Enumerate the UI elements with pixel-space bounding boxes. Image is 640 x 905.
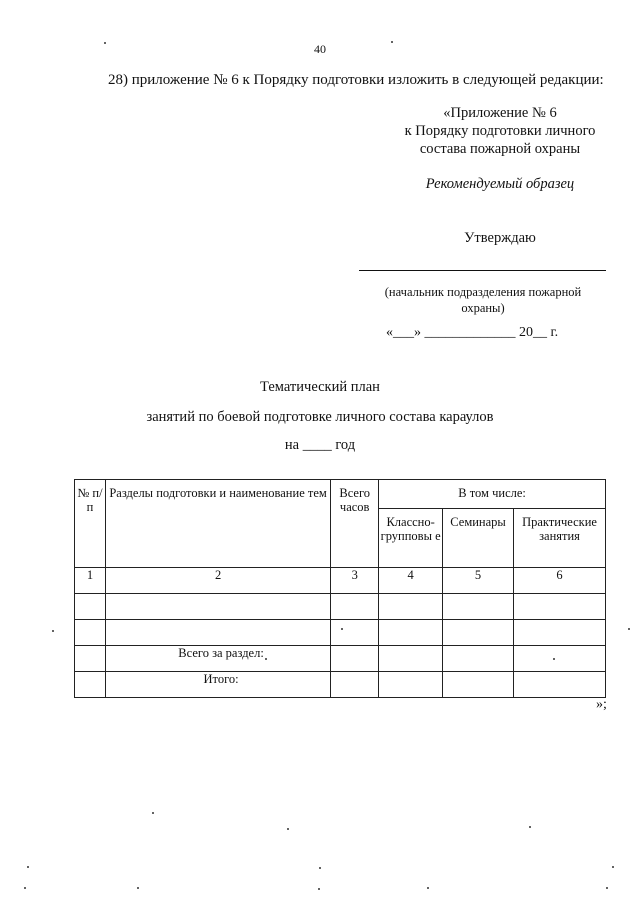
scan-speck: [319, 867, 321, 869]
amendment-heading: 28) приложение № 6 к Порядку подготовки изложить в следующей редакции:: [108, 72, 604, 88]
table-cell: [75, 646, 106, 672]
scan-speck: [152, 812, 154, 814]
header-including: В том числе:: [379, 480, 606, 509]
scan-speck: [628, 628, 630, 630]
table-cell: [75, 620, 106, 646]
col-number: 4: [379, 568, 443, 594]
scan-speck: [427, 887, 429, 889]
scan-speck: [553, 658, 555, 660]
table-cell: [75, 594, 106, 620]
col-number: 5: [443, 568, 514, 594]
plan-year-line: на ____ год: [284, 437, 356, 453]
table-cell: [331, 672, 379, 698]
table-cell: [379, 594, 443, 620]
approve-label: Утверждаю: [464, 230, 536, 246]
header-seminars: Семинары: [443, 509, 514, 568]
closing-quote: »;: [596, 697, 607, 712]
scan-speck: [318, 888, 320, 890]
header-sections: Разделы подготовки и наименование тем: [105, 480, 330, 568]
table-cell: [443, 620, 514, 646]
table-cell: [379, 646, 443, 672]
header-practical: Практические занятия: [514, 509, 606, 568]
scan-speck: [24, 887, 26, 889]
scan-speck: [341, 628, 343, 630]
plan-title: Тематический план: [260, 379, 380, 395]
signer-caption: (начальник подразделения пожарной охраны): [384, 285, 582, 315]
table-cell: [379, 620, 443, 646]
table-cell: [105, 620, 330, 646]
table-cell: [443, 672, 514, 698]
table-cell: [443, 646, 514, 672]
approval-date-line: «___» _____________ 20__ г.: [386, 325, 559, 340]
table-cell: [514, 620, 606, 646]
table-header-row: [75, 480, 606, 509]
appendix-caption: [380, 104, 620, 158]
scan-speck: [529, 826, 531, 828]
section-total-label: Всего за раздел:: [105, 646, 330, 672]
appendix-line-1: «Приложение № 6: [443, 105, 557, 121]
table-row: [75, 594, 606, 620]
header-total-hours: Всего часов: [331, 480, 379, 568]
table-cell: [331, 646, 379, 672]
table-cell: [514, 646, 606, 672]
col-number: 6: [514, 568, 606, 594]
scan-speck: [52, 630, 54, 632]
scan-speck: [104, 42, 106, 44]
table-row: [75, 568, 606, 594]
appendix-line-2: к Порядку подготовки личного: [404, 123, 596, 139]
signature-line: [359, 270, 606, 271]
scan-speck: [391, 41, 393, 43]
table-cell: [105, 594, 330, 620]
grand-total-row: [75, 672, 606, 698]
sample-note: Рекомендуемый образец: [425, 176, 575, 192]
thematic-plan-table: [74, 479, 606, 698]
table-row: [75, 620, 606, 646]
scan-speck: [265, 658, 267, 660]
scan-speck: [606, 887, 608, 889]
appendix-line-3: состава пожарной охраны: [419, 141, 581, 157]
table-cell: [514, 672, 606, 698]
col-number: 3: [331, 568, 379, 594]
header-classroom: Классно-групповы е: [379, 509, 443, 568]
table-cell: [75, 672, 106, 698]
scan-speck: [137, 887, 139, 889]
table-cell: [331, 620, 379, 646]
table-cell: [443, 594, 514, 620]
col-number: 1: [75, 568, 106, 594]
table-cell: [331, 594, 379, 620]
header-num: № п/п: [75, 480, 106, 568]
col-number: 2: [105, 568, 330, 594]
scan-speck: [27, 866, 29, 868]
section-total-row: [75, 646, 606, 672]
scan-speck: [287, 828, 289, 830]
plan-subtitle: занятий по боевой подготовке личного состава караулов: [146, 409, 494, 425]
grand-total-label: Итого:: [105, 672, 330, 698]
table-cell: [514, 594, 606, 620]
scan-speck: [612, 866, 614, 868]
page-number: 40: [314, 42, 326, 56]
table-cell: [379, 672, 443, 698]
